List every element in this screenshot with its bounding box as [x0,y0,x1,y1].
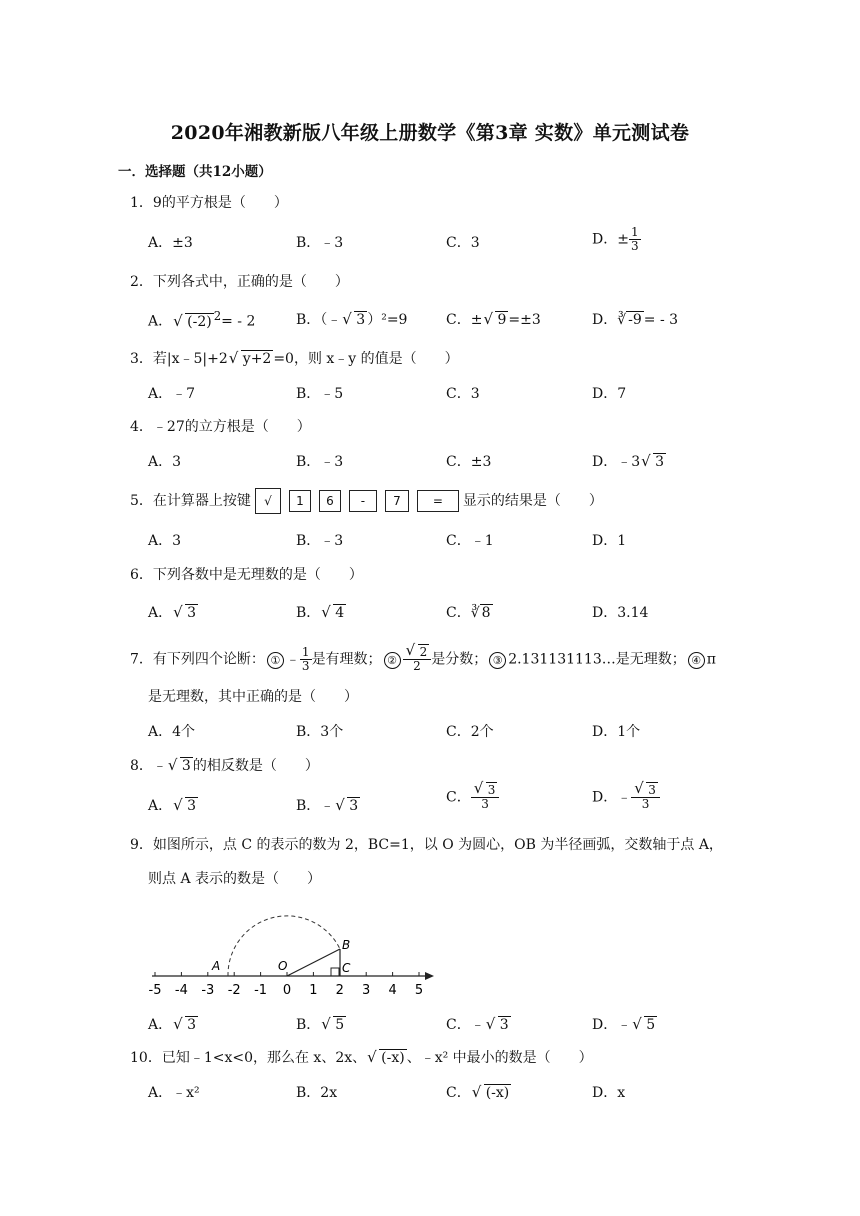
q10-option-d: D．x [592,1085,626,1101]
number-line-figure [148,900,434,1000]
question-9-line2: 则点 A 表示的数是（ ） [148,871,322,887]
q8-option-a: A．√ 3 [148,795,198,815]
q2-option-c: C．±√ 9 =±3 [446,309,541,329]
q9-option-b: B．√ 5 [296,1014,346,1034]
question-2: 2．下列各式中，正确的是（ ） [130,274,349,290]
right-angle-mark [331,968,339,976]
q9-option-a: A．√ 3 [148,1014,198,1034]
q10-option-c: C．√ (-x) [446,1082,511,1102]
question-1: 1．9的平方根是（ ） [130,195,288,211]
axis-tick-label: -2 [227,983,241,998]
q1-option-a: A．±3 [148,235,193,251]
axis-tick-label: -3 [201,983,215,998]
q3-option-b: B．﹣5 [296,386,344,402]
q7-option-a: A．4个 [148,724,196,740]
q8-option-b: B．﹣√ 3 [296,795,360,815]
q5-option-d: D．1 [592,533,627,549]
q1-option-d: D．± $\frac{1}{3}$ [592,225,639,253]
axis-tick-label: 1 [309,983,318,998]
calc-key-1: 1 [289,490,311,512]
q3-option-d: D．7 [592,386,627,402]
calc-key-minus: - [349,490,377,512]
q1-option-c: C．3 [446,235,480,251]
question-7-line2: 是无理数，其中正确的是（ ） [148,689,358,705]
question-7: 7．有下列四个论断： ① ﹣ $\frac{1}{3}$ 是有理数； ② √ $\frac{2}{2}$ 是分数； ③ 2.131131113…是无理数； ④ π [130,646,716,673]
segment-ob [287,949,340,976]
question-5: 5．在计算器上按键 √ 1 6 - 7 = 显示的结果是（ ） [130,488,603,514]
question-8: 8．﹣√ 3 的相反数是（ ） [130,755,319,775]
axis-tick-label: -4 [174,983,188,998]
question-3: 3．若|x﹣5|+2√ y+2 =0，则 x﹣y 的值是（ ） [130,348,459,368]
q7-option-b: B．3个 [296,724,344,740]
label-c: C [342,961,351,975]
q1-option-b: B．﹣3 [296,235,344,251]
q3-option-c: C．3 [446,386,480,402]
q8-option-c: C． √ $\frac{3}{3}$ [446,784,499,811]
question-6: 6．下列各数中是无理数的是（ ） [130,567,363,583]
q6-option-c: C．∛ 8 [446,605,491,621]
calc-key-6: 6 [319,490,341,512]
q10-option-a: A．﹣x² [148,1085,200,1101]
q7-option-c: C．2个 [446,724,494,740]
q7-option-d: D．1个 [592,724,641,740]
q2-option-b: B．（﹣√ 3 ）²=9 [296,309,407,329]
calc-key-equals: = [417,490,459,512]
q6-option-b: B．√ 4 [296,602,346,622]
axis-tick-label: 4 [388,983,397,998]
axis-tick-label: -5 [148,983,162,998]
label-o: O [278,959,288,973]
q4-option-c: C．±3 [446,454,492,470]
q9-option-c: C．﹣√ 3 [446,1014,511,1034]
axis-tick-label: -1 [254,983,268,998]
question-10: 10．已知﹣1<x<0，那么在 x、2x、√ (-x) 、﹣x² 中最小的数是（ ） [130,1047,593,1067]
q2-option-d: D．∛ -9 = - 3 [592,312,679,328]
label-b: B [342,938,351,952]
q2-option-a: A．√ (-2) $^2$= - 2 [148,309,255,331]
calc-key-7: 7 [385,490,409,512]
axis-tick-label: 0 [282,983,292,998]
axis-tick-label: 5 [414,983,424,998]
label-a: A [212,959,221,973]
axis-arrow-icon [425,972,434,980]
question-9: 9．如图所示，点 C 的表示的数为 2，BC=1，以 O 为圆心，OB 为半径画弧，交数轴于点 A， [130,837,723,853]
q4-option-b: B．﹣3 [296,454,344,470]
page-title: 2020年湘教新版八年级上册数学《第3章 实数》单元测试卷 [170,122,690,144]
q5-option-a: A．3 [148,533,182,549]
q8-option-d: D．﹣ √ $\frac{3}{3}$ [592,784,660,811]
section-heading: 一．选择题（共12小题） [118,164,272,180]
q5-option-c: C．﹣1 [446,533,494,549]
q6-option-d: D．3.14 [592,605,649,621]
q5-option-b: B．﹣3 [296,533,344,549]
q4-option-d: D．﹣3√ 3 [592,451,666,471]
q4-option-a: A．3 [148,454,182,470]
calc-key-sqrt: √ [255,488,281,514]
axis-tick-label: 2 [335,983,344,998]
q6-option-a: A．√ 3 [148,602,198,622]
axis-tick-label: 3 [362,983,371,998]
question-4: 4．﹣27的立方根是（ ） [130,419,311,435]
q9-option-d: D．﹣√ 5 [592,1014,657,1034]
q10-option-b: B．2x [296,1085,338,1101]
q3-option-a: A．﹣7 [148,386,196,402]
